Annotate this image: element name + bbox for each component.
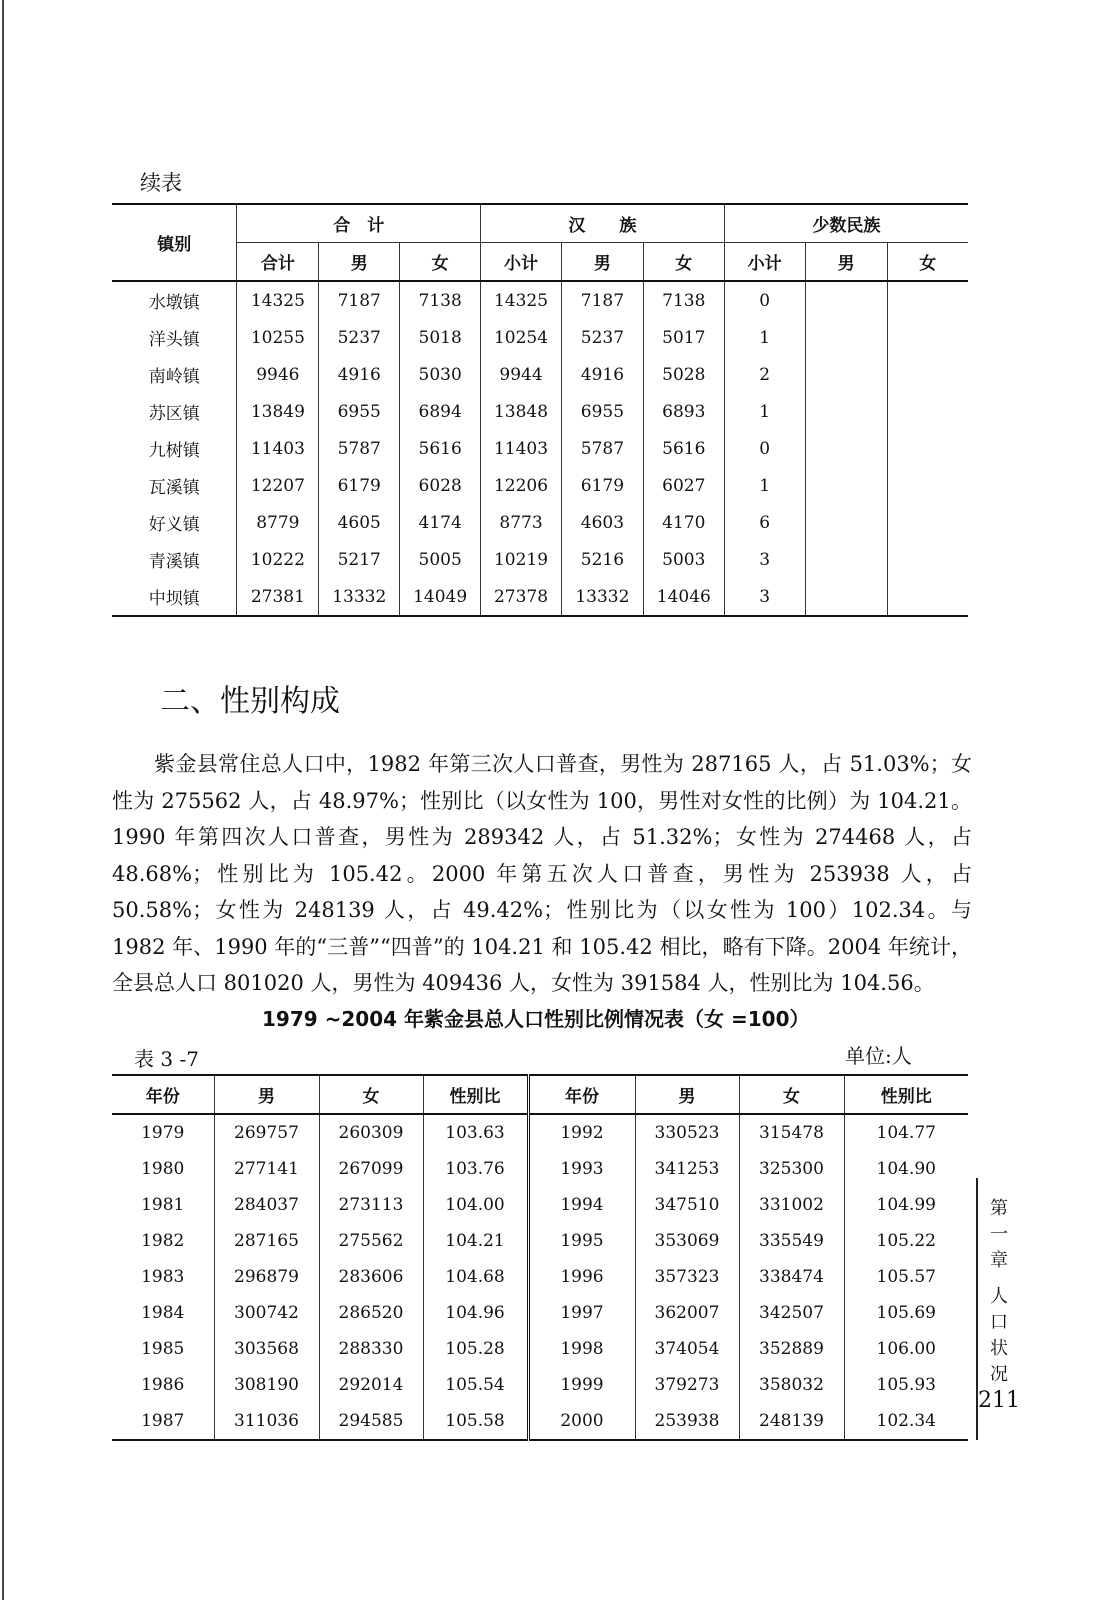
table-cell: 106.00 <box>844 1331 968 1367</box>
table-cell: 4174 <box>400 504 481 541</box>
table-cell: 6028 <box>400 467 481 504</box>
table-cell: 5217 <box>319 541 400 578</box>
chapter-char: 章 <box>990 1250 1008 1271</box>
table-cell: 296879 <box>214 1259 319 1295</box>
table-cell: 2 <box>724 356 805 393</box>
table-cell: 269757 <box>214 1114 319 1151</box>
town-name-cell: 青溪镇 <box>112 541 237 578</box>
table-cell <box>887 319 968 356</box>
table-cell <box>805 319 887 356</box>
table-cell: 308190 <box>214 1367 319 1403</box>
table-cell: 6955 <box>319 393 400 430</box>
sub-header: 男 <box>805 243 887 282</box>
table-cell: 1984 <box>112 1295 214 1331</box>
sub-header: 合计 <box>237 243 319 282</box>
table-cell: 1983 <box>112 1259 214 1295</box>
table-title: 1979 ~2004 年紫金县总人口性别比例情况表（女 =100） <box>262 1007 810 1031</box>
group-header-minority: 少数民族 <box>724 204 968 243</box>
chapter-char: 状 <box>990 1338 1008 1359</box>
chapter-char: 一 <box>990 1224 1008 1245</box>
table-cell: 5028 <box>643 356 724 393</box>
table-row <box>112 1403 968 1440</box>
table-row <box>112 1259 968 1295</box>
table-cell: 13332 <box>561 578 643 616</box>
table-row <box>112 1151 968 1187</box>
sex-ratio-table-body <box>112 1114 968 1440</box>
table-cell <box>805 467 887 504</box>
table-cell: 13849 <box>237 393 319 430</box>
table-cell <box>887 430 968 467</box>
town-name-cell: 苏区镇 <box>112 393 237 430</box>
table-cell: 1 <box>724 319 805 356</box>
table-cell: 14325 <box>481 281 562 319</box>
town-name-cell: 九树镇 <box>112 430 237 467</box>
table-cell: 0 <box>724 430 805 467</box>
sub-header: 女 <box>887 243 968 282</box>
table-cell: 260309 <box>319 1114 423 1151</box>
table-cell: 5787 <box>319 430 400 467</box>
table-unit: 单位:人 <box>845 1044 912 1068</box>
table-cell: 5005 <box>400 541 481 578</box>
column-header: 男 <box>635 1075 739 1114</box>
table-row <box>112 1114 968 1151</box>
chapter-side-label <box>986 1196 1012 1388</box>
column-header: 年份 <box>112 1075 214 1114</box>
table-cell: 311036 <box>214 1403 319 1440</box>
table-cell: 103.63 <box>423 1114 528 1151</box>
table-cell: 105.58 <box>423 1403 528 1440</box>
table-cell <box>805 393 887 430</box>
table-row <box>112 319 968 356</box>
table-cell: 1994 <box>528 1187 635 1223</box>
sub-header: 女 <box>643 243 724 282</box>
table-cell: 8779 <box>237 504 319 541</box>
sub-header-row <box>112 243 968 282</box>
table-cell: 1980 <box>112 1151 214 1187</box>
table-cell: 13332 <box>319 578 400 616</box>
table-row <box>112 393 968 430</box>
section-title: 二、性别构成 <box>160 684 340 719</box>
table-cell: 277141 <box>214 1151 319 1187</box>
sub-header: 男 <box>561 243 643 282</box>
column-header: 男 <box>214 1075 319 1114</box>
table-cell: 27378 <box>481 578 562 616</box>
table-cell: 7187 <box>561 281 643 319</box>
table-cell: 6179 <box>319 467 400 504</box>
table-cell: 12207 <box>237 467 319 504</box>
group-header-total: 合 计 <box>237 204 481 243</box>
table-row <box>112 430 968 467</box>
table-cell: 1999 <box>528 1367 635 1403</box>
table-cell: 10255 <box>237 319 319 356</box>
table-cell: 358032 <box>739 1367 844 1403</box>
table-cell <box>805 578 887 616</box>
table-row <box>112 1331 968 1367</box>
table-cell: 284037 <box>214 1187 319 1223</box>
table-cell: 6893 <box>643 393 724 430</box>
table-cell <box>887 467 968 504</box>
table-cell: 4170 <box>643 504 724 541</box>
table-row <box>112 504 968 541</box>
table-cell <box>887 393 968 430</box>
table-cell: 104.21 <box>423 1223 528 1259</box>
table-cell <box>887 541 968 578</box>
table-cell: 104.96 <box>423 1295 528 1331</box>
table-cell <box>887 281 968 319</box>
town-name-cell: 洋头镇 <box>112 319 237 356</box>
table-cell: 341253 <box>635 1151 739 1187</box>
group-header-han: 汉 族 <box>481 204 725 243</box>
table-cell: 105.54 <box>423 1367 528 1403</box>
table-cell: 342507 <box>739 1295 844 1331</box>
table-cell: 1986 <box>112 1367 214 1403</box>
table-cell: 287165 <box>214 1223 319 1259</box>
table-cell: 286520 <box>319 1295 423 1331</box>
table-cell: 10219 <box>481 541 562 578</box>
table-cell: 331002 <box>739 1187 844 1223</box>
town-population-table <box>112 203 968 617</box>
table-cell: 1992 <box>528 1114 635 1151</box>
table-cell: 374054 <box>635 1331 739 1367</box>
table-cell: 1987 <box>112 1403 214 1440</box>
body-paragraph: 紫金县常住总人口中，1982 年第三次人口普查，男性为 287165 人，占 51.03%；女性为 275562 人，占 48.97%；性别比（以女性为 100，男性对女性的比例）为 104.21。1990 年第四次人口普查，男性为 289342 人，占 51.32%；女性为 274468 人，占 48.68%；性别比为 105.42。2000 年第五次人口普查，男性为 253938 人，占 50.58%；女性为 248139 人，占 49.42%；性别比为（以女性为 100）102.34。与 1982 年、1990 年的“三普”“四普”的 104.21 和 105.42 相比，略有下降。2004 年统计，全县总人口 801020 人，男性为 409436 人，女性为 391584 人，性别比为 104.56。 <box>112 752 972 995</box>
table-row <box>112 1295 968 1331</box>
table-cell: 335549 <box>739 1223 844 1259</box>
table-cell: 0 <box>724 281 805 319</box>
table-cell: 294585 <box>319 1403 423 1440</box>
table-cell: 347510 <box>635 1187 739 1223</box>
table-cell: 10222 <box>237 541 319 578</box>
table-cell: 104.68 <box>423 1259 528 1295</box>
table-cell: 315478 <box>739 1114 844 1151</box>
table-cell: 362007 <box>635 1295 739 1331</box>
table-cell: 9944 <box>481 356 562 393</box>
table-cell: 352889 <box>739 1331 844 1367</box>
sub-header: 女 <box>400 243 481 282</box>
table-row <box>112 1367 968 1403</box>
table-cell: 1982 <box>112 1223 214 1259</box>
table-cell: 6027 <box>643 467 724 504</box>
table-cell: 4916 <box>561 356 643 393</box>
table-cell: 330523 <box>635 1114 739 1151</box>
town-header: 镇别 <box>112 204 237 281</box>
table-cell: 4605 <box>319 504 400 541</box>
table-cell: 1985 <box>112 1331 214 1367</box>
table-cell: 1998 <box>528 1331 635 1367</box>
table-cell: 379273 <box>635 1367 739 1403</box>
table-cell: 1995 <box>528 1223 635 1259</box>
sub-header: 男 <box>319 243 400 282</box>
town-name-cell: 中坝镇 <box>112 578 237 616</box>
table-cell: 353069 <box>635 1223 739 1259</box>
table-cell: 275562 <box>319 1223 423 1259</box>
table-cell: 11403 <box>237 430 319 467</box>
table-cell: 267099 <box>319 1151 423 1187</box>
chapter-char: 口 <box>990 1312 1008 1333</box>
town-name-cell: 好义镇 <box>112 504 237 541</box>
table-cell <box>887 578 968 616</box>
table-cell: 4916 <box>319 356 400 393</box>
scan-edge-line <box>2 0 4 1600</box>
table-cell <box>805 504 887 541</box>
sub-header: 小计 <box>481 243 562 282</box>
table-cell: 105.69 <box>844 1295 968 1331</box>
table-cell: 303568 <box>214 1331 319 1367</box>
table-cell: 2000 <box>528 1403 635 1440</box>
table-row <box>112 1223 968 1259</box>
column-header: 性别比 <box>423 1075 528 1114</box>
table-cell: 7187 <box>319 281 400 319</box>
table-cell: 13848 <box>481 393 562 430</box>
table-cell: 103.76 <box>423 1151 528 1187</box>
town-name-cell: 南岭镇 <box>112 356 237 393</box>
table-cell: 1981 <box>112 1187 214 1223</box>
table-cell: 4603 <box>561 504 643 541</box>
table-cell: 5030 <box>400 356 481 393</box>
table-cell: 105.28 <box>423 1331 528 1367</box>
column-header: 年份 <box>528 1075 635 1114</box>
table-cell: 300742 <box>214 1295 319 1331</box>
table-cell: 14046 <box>643 578 724 616</box>
table-cell: 5787 <box>561 430 643 467</box>
table-cell <box>805 541 887 578</box>
table-cell: 102.34 <box>844 1403 968 1440</box>
table-cell: 105.57 <box>844 1259 968 1295</box>
table-cell: 1 <box>724 393 805 430</box>
table-cell: 3 <box>724 541 805 578</box>
table-row <box>112 281 968 319</box>
table-cell: 104.90 <box>844 1151 968 1187</box>
table-cell: 292014 <box>319 1367 423 1403</box>
table-cell: 325300 <box>739 1151 844 1187</box>
table-cell: 5216 <box>561 541 643 578</box>
table-cell <box>805 281 887 319</box>
table-cell: 5017 <box>643 319 724 356</box>
table-row <box>112 541 968 578</box>
table-cell: 3 <box>724 578 805 616</box>
table-cell: 1996 <box>528 1259 635 1295</box>
table-number: 表 3 -7 <box>134 1047 199 1071</box>
town-name-cell: 水墩镇 <box>112 281 237 319</box>
table-row <box>112 356 968 393</box>
town-table-body <box>112 281 968 616</box>
chapter-char: 况 <box>990 1364 1008 1385</box>
sex-ratio-table <box>112 1074 968 1441</box>
table-cell: 9946 <box>237 356 319 393</box>
table-cell: 248139 <box>739 1403 844 1440</box>
table-cell: 14325 <box>237 281 319 319</box>
table-cell: 5616 <box>643 430 724 467</box>
table-cell: 104.99 <box>844 1187 968 1223</box>
page-number: 211 <box>978 1388 1020 1413</box>
table-cell: 253938 <box>635 1403 739 1440</box>
table-cell: 288330 <box>319 1331 423 1367</box>
table-cell <box>887 504 968 541</box>
table-row <box>112 1187 968 1223</box>
table-cell: 357323 <box>635 1259 739 1295</box>
table-cell: 283606 <box>319 1259 423 1295</box>
table-cell: 10254 <box>481 319 562 356</box>
column-header: 性别比 <box>844 1075 968 1114</box>
table-row <box>112 467 968 504</box>
table-cell: 104.77 <box>844 1114 968 1151</box>
table-cell: 5237 <box>561 319 643 356</box>
sub-header: 小计 <box>724 243 805 282</box>
table-cell: 27381 <box>237 578 319 616</box>
column-header: 女 <box>319 1075 423 1114</box>
chapter-char: 人 <box>990 1286 1008 1307</box>
column-header: 女 <box>739 1075 844 1114</box>
table-cell: 6955 <box>561 393 643 430</box>
table-cell: 105.22 <box>844 1223 968 1259</box>
table-cell: 5003 <box>643 541 724 578</box>
table-cell: 104.00 <box>423 1187 528 1223</box>
table-cell: 6179 <box>561 467 643 504</box>
sex-ratio-header-row <box>112 1075 968 1114</box>
town-name-cell: 瓦溪镇 <box>112 467 237 504</box>
table-cell: 5616 <box>400 430 481 467</box>
table-cell: 1979 <box>112 1114 214 1151</box>
table-cell: 8773 <box>481 504 562 541</box>
table-cell: 6 <box>724 504 805 541</box>
continued-label: 续表 <box>140 171 182 195</box>
table-cell: 273113 <box>319 1187 423 1223</box>
chapter-char: 第 <box>990 1198 1008 1219</box>
table-cell <box>805 356 887 393</box>
table-cell <box>805 430 887 467</box>
table-cell: 6894 <box>400 393 481 430</box>
table-cell: 1993 <box>528 1151 635 1187</box>
table-cell: 12206 <box>481 467 562 504</box>
table-cell: 1 <box>724 467 805 504</box>
table-cell: 14049 <box>400 578 481 616</box>
table-cell: 5018 <box>400 319 481 356</box>
table-cell: 338474 <box>739 1259 844 1295</box>
table-cell: 11403 <box>481 430 562 467</box>
table-cell: 7138 <box>643 281 724 319</box>
table-cell: 5237 <box>319 319 400 356</box>
table-cell: 7138 <box>400 281 481 319</box>
table-cell <box>887 356 968 393</box>
table-row <box>112 578 968 616</box>
table-cell: 105.93 <box>844 1367 968 1403</box>
table-cell: 1997 <box>528 1295 635 1331</box>
